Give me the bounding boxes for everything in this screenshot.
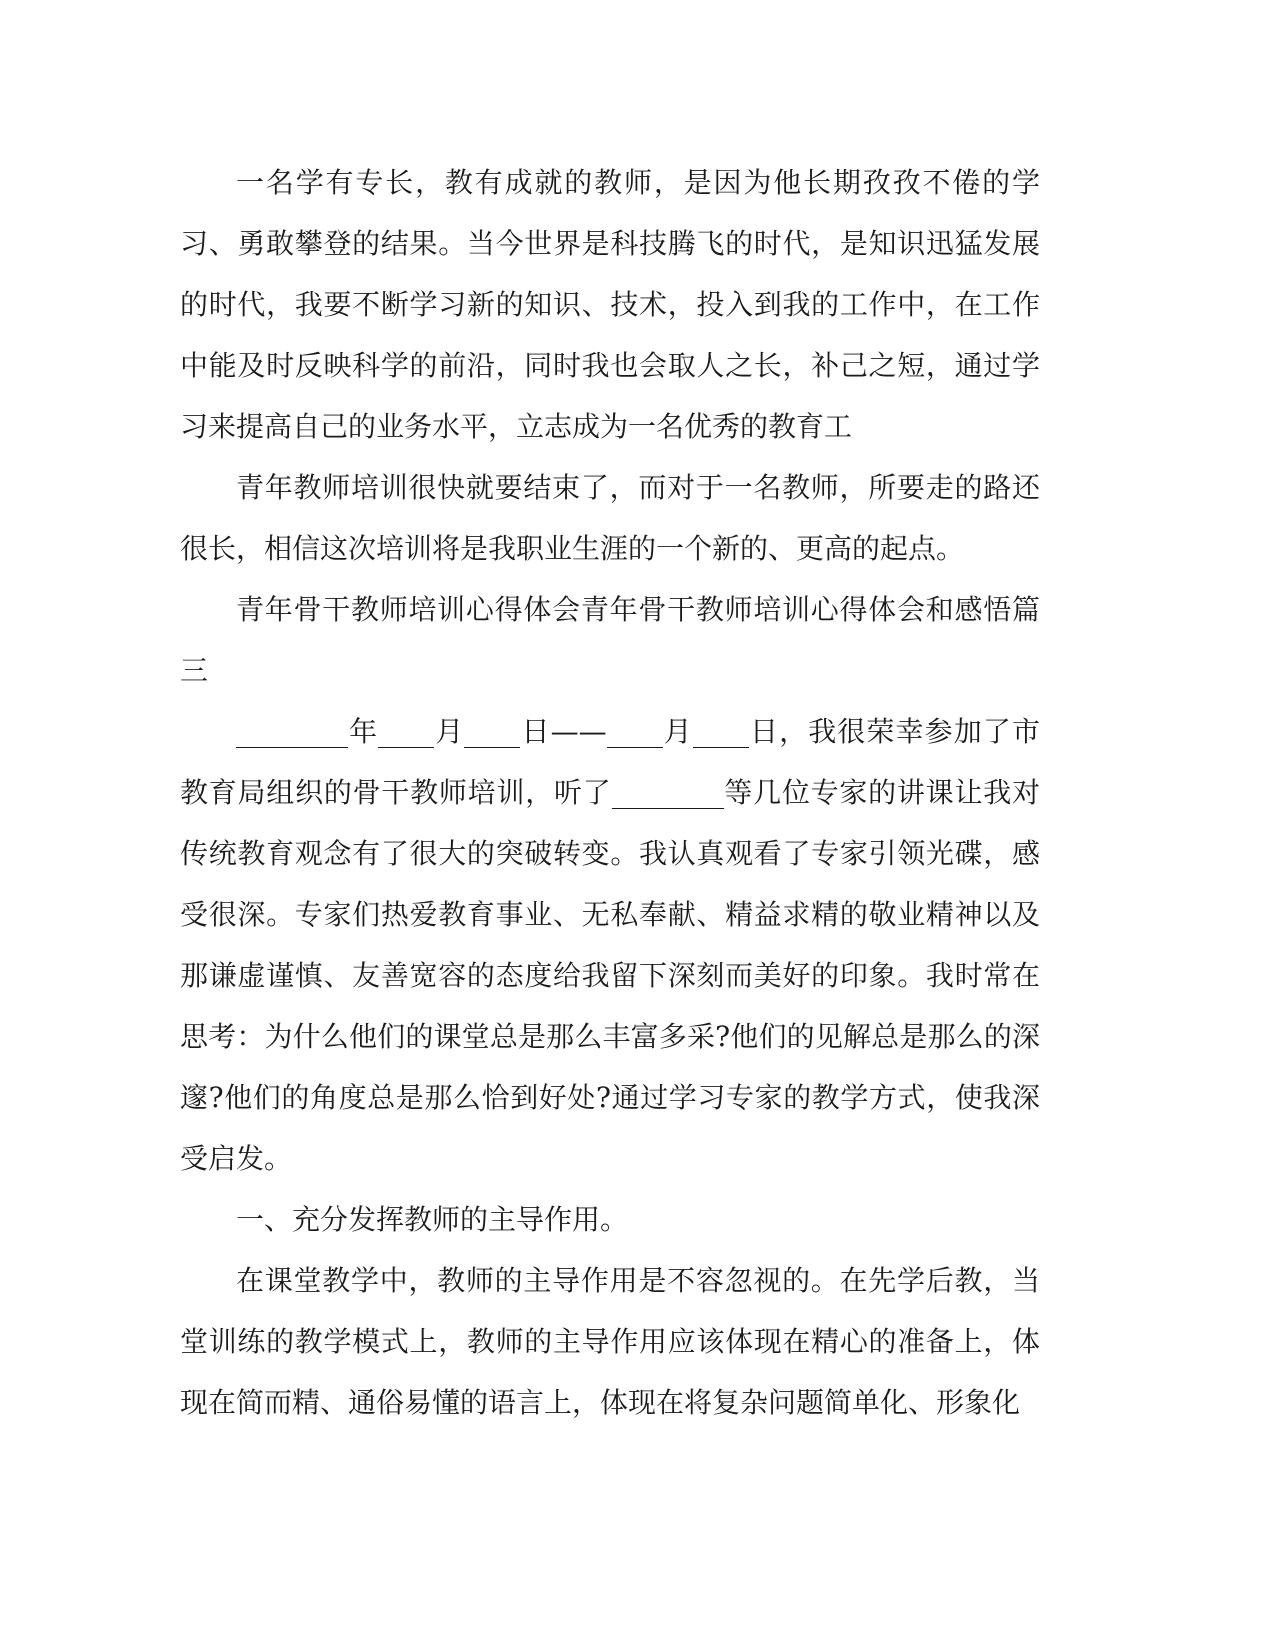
month-blank-1: [378, 718, 434, 748]
month-blank-2: [607, 718, 663, 748]
paragraph-2: 青年教师培训很快就要结束了，而对于一名教师，所要走的路还很长，相信这次培训将是我职业生涯的一个新的、更高的起点。: [180, 471, 1040, 565]
paragraph-6: 在课堂教学中，教师的主导作用是不容忽视的。在先学后教，当堂训练的教学模式上，教师的主导作用应该体现在精心的准备上，体现在简而精、通俗易懂的语言上，体现在将复杂问题简单化、形象化: [180, 1264, 1040, 1419]
paragraph-3-heading: 青年骨干教师培训心得体会青年骨干教师培训心得体会和感悟篇三: [180, 593, 1040, 687]
month-label-2: 月: [662, 715, 693, 748]
year-blank: [236, 718, 348, 748]
paragraph-4-rest: 等几位专家的讲课让我对传统教育观念有了很大的突破转变。我认真观看了专家引领光碟，感受很深。专家们热爱教育事业、无私奉献、精益求精的敬业精神以及那谦虚谨慎、友善宽容的态度给我留下深刻而美好的印象。我时常在思考：为什么他们的课堂总是那么丰富多采?他们的见解总是那么的深邃?他们的角度总是那么恰到好处?通过学习专家的教学方式，使我深受启发。: [180, 776, 1040, 1175]
day-label-1: 日——: [520, 715, 607, 748]
month-label-1: 月: [434, 715, 465, 748]
day-blank-1: [464, 718, 520, 748]
document-body: [180, 152, 1040, 1433]
paragraph-4-dated: [180, 701, 1040, 1189]
day-label-2-text: 日，我很荣幸参加了市教育局组织的骨干教师培训，听了: [180, 715, 1040, 809]
section-heading-1: 一、充分发挥教师的主导作用。: [236, 1203, 629, 1236]
paragraph-1: 一名学有专长，教有成就的教师，是因为他长期孜孜不倦的学习、勇敢攀登的结果。当今世界是科技腾飞的时代，是知识迅猛发展的时代，我要不断学习新的知识、技术，投入到我的工作中，在工作中能及时反映科学的前沿，同时我也会取人之长，补己之短，通过学习来提高自己的业务水平，立志成为一名优秀的教育工: [180, 166, 1040, 443]
year-label: 年: [348, 715, 379, 748]
day-blank-2: [693, 718, 749, 748]
experts-blank: [612, 779, 724, 809]
